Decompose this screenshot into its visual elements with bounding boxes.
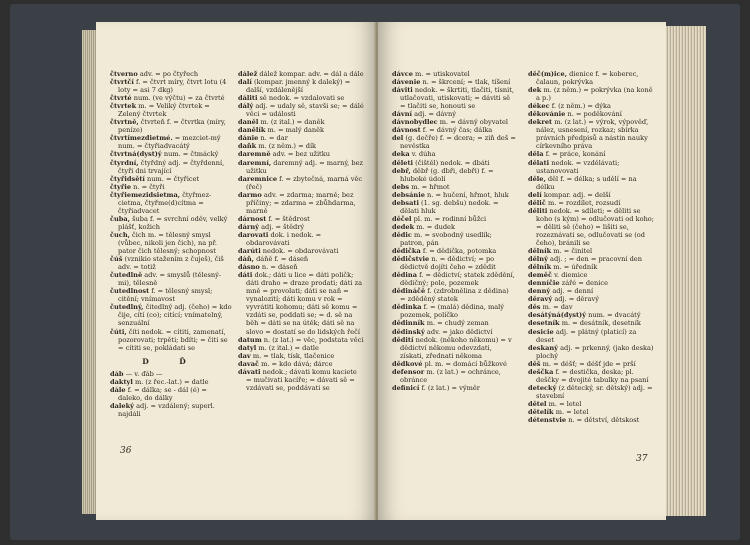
dictionary-entry: daňk m. (z něm.) = dík xyxy=(238,142,317,151)
dictionary-entry: děravý adj. = děravý xyxy=(528,295,599,304)
dictionary-entry: dědinka f. = (malá) dědina, malý pozemek, políčko xyxy=(392,303,504,320)
dictionary-entry: dělati nedok. = vzdělávati; ustanovovati xyxy=(528,158,620,175)
dictionary-entry: dávnost f. = dávný čas; dálka xyxy=(392,126,493,135)
dictionary-entry: dekret m. (z lat.) = výrok, výpověď, nález, usnesení, rozkaz; sbírka právních předpisů a nástin nauky církevního práva xyxy=(528,118,649,151)
dictionary-entry: děč(m)ice, dienice f. = koberec, čalaun, pokrývka xyxy=(528,70,639,87)
dictionary-entry: desicie adj. = plátný (platicí) za deset xyxy=(528,327,637,344)
left-page-number: 36 xyxy=(120,446,132,456)
dictionary-entry: dav m. = tlak, tísk, tlačenice xyxy=(238,351,335,360)
dictionary-entry: daleký adj. = vzdálený; superl. najdáli xyxy=(110,401,215,418)
dictionary-entry: dedek m. = dudek xyxy=(392,222,455,231)
dictionary-entry: dek m. (z něm.) = pokrývka (na koně a p.) xyxy=(528,86,653,103)
dictionary-entry: čúti, číti nedok. = cítiti, zamenatí, pozorovati; trpěti; bdíti; = čiti se = cítiti se, pokládati se xyxy=(110,327,228,352)
dictionary-entry: dědinský adv. = jako dědictví xyxy=(392,327,493,336)
dictionary-entry: dědina f. = dědictví; statek zdědění, dědičný; pole, pozemek xyxy=(392,271,515,288)
dictionary-entry: dělič m. = rozdílet, rozsudí xyxy=(528,198,621,207)
dictionary-entry: dětelík m. = letel xyxy=(528,407,589,416)
dictionary-entry: dáti dok.; dáti u lice = dáti poličk; dáti draho = draze prodati; dáti za mně = provolati; dáti se naň = vynalozití; dáti komu v rok = vyvrátiti kohomu; dáti sě komu = vzdáti se, poddati se; = d. sě na běh = dáti se na útěk; dáti sě na slovo = dostatí se do lidských řečí xyxy=(238,271,363,336)
right-page xyxy=(378,22,666,520)
left-column-1 xyxy=(110,70,232,418)
left-col1-entries-after xyxy=(110,370,232,418)
dictionary-entry: dědička f. = dědička, potomka xyxy=(392,247,497,256)
dictionary-entry: čuch, čich m. = tělesný smysl (vůbec, nikoli jen čich), na př. pator čich tělesný; schopnost xyxy=(110,230,217,256)
dictionary-entry: detecký (z dětecký, sr. dětský) adj. = stavební xyxy=(528,383,653,400)
dictionary-entry: datum n. (z lat.) = věc, podstata věci xyxy=(238,335,364,344)
dictionary-entry: dávní adj. = dávný xyxy=(392,110,456,119)
dictionary-entry: čtyřiemezidsietma, čtyřmez-cietma, čtyřme(d)cítma = čtyřiadvacet xyxy=(110,190,212,215)
right-col1-entries xyxy=(392,70,516,392)
dictionary-entry: deka v. dúha xyxy=(392,150,436,159)
dictionary-entry: čutedlný, čitedlný adj. (čeho) = kdo čije, cítí (co); citící; vnímatelný, senzuální xyxy=(110,303,232,328)
dictionary-entry: děleti (čištěl) nedok. = dbáti xyxy=(392,158,490,167)
dictionary-entry: deskaný adj. = prkenný, (jako deska) plochý xyxy=(528,343,654,360)
dictionary-entry: dědic m. = svobodný usedlík; patron, pán xyxy=(392,230,492,247)
dictionary-entry: děkovánie n. = poděkování xyxy=(528,110,622,119)
dictionary-entry: dědkové pl. m. = domácí bůžkové xyxy=(392,359,507,368)
dictionary-entry: dásno n. = dáseň xyxy=(238,263,298,272)
dictionary-entry: děs m. = dav xyxy=(528,303,573,312)
dictionary-entry: dědití nedok. (někoho někomu) = v dědictví někomu odevzdati, získati, zřednati někoma xyxy=(392,335,512,360)
dictionary-entry: daněl m. (z ital.) = daněk xyxy=(238,118,325,127)
dictionary-entry: dělník m. = činitel xyxy=(528,247,593,256)
dictionary-entry: dékec f. (z něm.) = dýka xyxy=(528,102,611,111)
dictionary-entry: denný adj. = denní xyxy=(528,287,594,296)
dictionary-entry: dálý adj. = udaly sě, stavši se; = dálé věci = události xyxy=(238,102,364,119)
left-column-2 xyxy=(238,70,364,392)
dictionary-entry: dávenie n. = škrcení; = tlak, tíšení xyxy=(392,78,511,87)
dictionary-entry: dálež dálež kompar. adv. = dál a dále xyxy=(238,70,364,78)
dictionary-entry: delí kompar. adj. = delší xyxy=(528,190,611,199)
dictionary-entry: dánie n. = dar xyxy=(238,134,288,143)
right-column-2 xyxy=(528,70,656,424)
dictionary-entry: čuba, šuba f. = svrchní oděv, velký plášť, kožich xyxy=(110,214,228,231)
dictionary-entry: darmo adv. = zdarma; marně; bez příčiny; = zdarma = zbůhdarma, marně xyxy=(238,190,356,215)
right-page-number: 37 xyxy=(636,454,648,464)
dictionary-entry: dědinník m. = chudý zeman xyxy=(392,319,489,328)
right-column-1 xyxy=(392,70,516,392)
dictionary-entry: čtyřidsětí num. = čtyřicet xyxy=(110,174,200,183)
dictionary-entry: dárnost f. = štědrost xyxy=(238,214,310,223)
dictionary-entry: čtvrtčí f. = čtvrt míry, čtvrt lotu (4 loty = asi 7 dkg) xyxy=(110,78,227,95)
dictionary-entry: dědináčě f. (zdrobnělina z dědina) = zděděný statek xyxy=(392,287,509,304)
dictionary-entry: datyl m. (z ital.) = datle xyxy=(238,343,319,352)
dictionary-entry: denníčie zářé = denice xyxy=(528,279,608,288)
dictionary-entry: definicí f. (z lat.) = výměr xyxy=(392,383,480,392)
dictionary-entry: darúti nedok. = obdarovávati xyxy=(238,247,339,256)
dictionary-entry: čutedlnost f. = tělesný smysl; citění; vnímavost xyxy=(110,287,213,304)
dictionary-entry: danělík m. = malý daněk xyxy=(238,126,325,135)
dictionary-entry: debsánie n. = hučení, hřmot, hluk xyxy=(392,190,509,199)
dictionary-entry: darovati dok. i nedok. = obdarovávati xyxy=(238,230,322,247)
dictionary-entry: daremní, daremný adj. = marný, bez užitku xyxy=(238,158,363,175)
dictionary-entry: děla f. = práce, konání xyxy=(528,150,606,159)
dictionary-entry: dáliti sě nedok. = vzdalovati se xyxy=(238,94,345,103)
dictionary-entry: debsati (1. sg. debšu) nedok. = dělati hluk xyxy=(392,198,499,215)
dictionary-entry: deměč v. diemice xyxy=(528,271,588,280)
dictionary-entry: čúš (vznikio stažením z čuješ), čiš adv. = totiž xyxy=(110,255,224,272)
dictionary-entry: debs m. = hřmot xyxy=(392,182,450,191)
dictionary-entry: čutedlně adv. = smyslů (tělesný-mi), tělesně xyxy=(110,271,222,288)
left-col2-entries xyxy=(238,70,364,392)
dictionary-entry: dále f. = dálka; se - dál (é) = daleko, do dálky xyxy=(110,385,207,402)
dictionary-entry: čtverno adv. = po čtyřech xyxy=(110,70,199,78)
dictionary-entry: dělný adj. ; = den = pracovní den xyxy=(528,255,642,264)
dictionary-entry: deščka f. = destička, deska; pl. deščky = dvojité tabulky na psaní xyxy=(528,367,649,384)
dictionary-entry: desátýná(dyst)ý num. = dvacátý xyxy=(528,311,641,320)
dictionary-entry: dělník m. = úředník xyxy=(528,263,598,272)
dictionary-entry: détenstvie n. = dětství, dětskost xyxy=(528,416,640,425)
dictionary-entry: dávce m. = utiskovatel xyxy=(392,70,470,78)
left-col1-entries xyxy=(110,70,232,352)
dictionary-entry: děš m. = déšť; = déšť jde = prší xyxy=(528,359,636,368)
dictionary-entry: čtvrtná(dyst)ý num. = čtmácký xyxy=(110,150,219,159)
dictionary-entry: dáb — v. ďáb — xyxy=(110,369,163,378)
dictionary-entry: čtvrté num. (ve výčtu) = za čtvrté xyxy=(110,94,225,103)
dictionary-entry: čtyřie n. = čtyři xyxy=(110,182,165,191)
right-col2-entries xyxy=(528,70,656,424)
dictionary-entry: dávnobydlec m. = dávný obyvatel xyxy=(392,118,509,127)
dictionary-entry: daremnice f. = zbytečná, marná věc (řeč) xyxy=(238,174,363,191)
dictionary-entry: dávati nedok.; dávati komu kaciete = mučivati kacíře; = dávati sě = vzdávati se, poddávati se xyxy=(238,367,357,392)
left-page-edges xyxy=(82,30,96,514)
dictionary-entry: děle, děl f. = délka; s udělí = na délku xyxy=(528,174,637,191)
dictionary-entry: daremně adv. = bez užitku xyxy=(238,150,330,159)
left-page xyxy=(96,22,376,520)
dictionary-entry: defensor m. (z lat.) = ochránce, obránce xyxy=(392,367,501,384)
dictionary-entry: del (g. dečře) f. = dcera; = ziň deš = nevěstka xyxy=(392,134,516,151)
dictionary-entry: debř, děbř (g. dbři, debři) f. = hluboké údolí xyxy=(392,166,494,183)
dictionary-entry: děliti nedok. = sdíleti; = děliti se koho (s kým) = odlučovati od koho; = děliti sě (čeho) = lišiti se, rozeznávati se, odlučovati se (od čeho), bránili se xyxy=(528,206,655,247)
dictionary-entry: čtvrtímezdietmé. = mezciet-mý num. = čtyřiadvacátý xyxy=(110,134,221,151)
right-page-edges xyxy=(666,26,706,516)
dictionary-entry: daktyl m. (z řec.-lat.) = datle xyxy=(110,377,209,386)
dictionary-entry: dáň, dáňě f. = dáseň xyxy=(238,255,309,264)
dictionary-entry: dalí (kompar. jmenný k daleký) = další, vzdálenější xyxy=(238,78,351,95)
dictionary-entry: čtvrtně, čtvrteň f. = čtvrtka (míry, peníze) xyxy=(110,118,226,135)
dictionary-entry: dětel m. = letel xyxy=(528,399,582,408)
dictionary-entry: dáviti nedok. = škrtiti, tlačiti, tísnit, utlačovati, utiskovati; = dáviti sě = tlačiti se, honouti se xyxy=(392,86,514,111)
dictionary-entry: dědičstvie n. = dědictví; = po dědictvě dojíti čeho = zdědit xyxy=(392,255,496,272)
dictionary-entry: čtyrdní, čtyřdný adj. = čtyřdenní, čtyři dni trvající xyxy=(110,158,225,175)
dictionary-entry: děčel pl. m. = rodinní bůžci xyxy=(392,214,487,223)
dictionary-entry: čtvrtek m. = Veliký čtvrtek = Zelený čtvrtek xyxy=(110,102,210,119)
dictionary-entry: dárný adj. = štědrý xyxy=(238,222,305,231)
dictionary-entry: davač m. = kdo dává; dárce xyxy=(238,359,333,368)
letter-heading: D Ď xyxy=(142,356,200,366)
dictionary-entry: desetník m. = desátník, desetník xyxy=(528,319,641,328)
